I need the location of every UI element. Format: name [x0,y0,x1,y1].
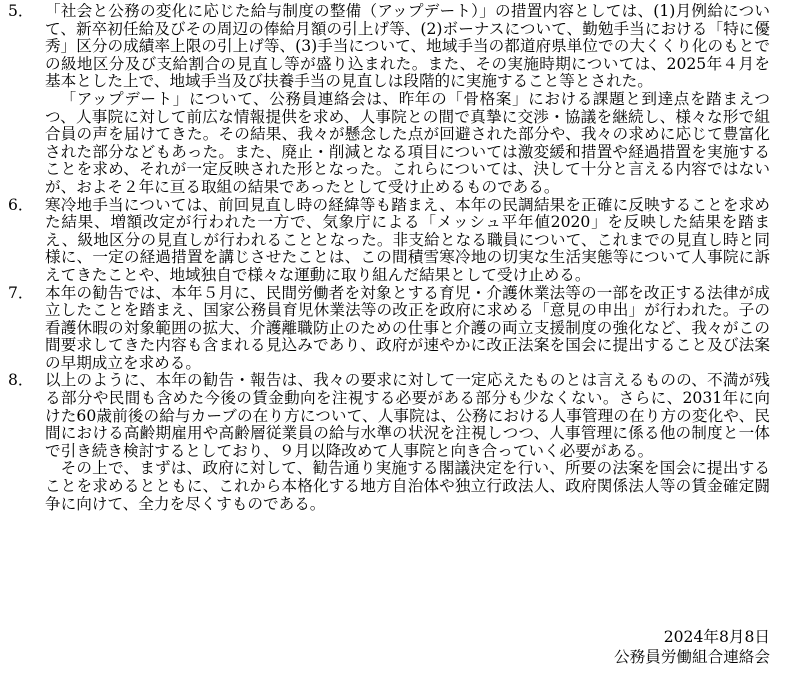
section-body [45,372,770,460]
section-6 [4,197,770,285]
section-body [45,197,770,285]
section-body [45,3,770,197]
section-number: 7． [8,283,34,302]
paragraph: 本年の勧告では、本年５月に、民間労働者を対象とする育児・介護休業法等の一部を改正する法律が成立したことを踏まえ、国家公務員育児休業法等の改正を政府に求める「意見の申出」が行われた。子の看護休暇の対象範囲の拡大、介護離職防止のための仕事と介護の両立支援制度の強化など、我々がこの間要求してきた内容も含まれる見込みであり、政府が速やかに改正法案を国会に提出すること及び法案の早期成立を求める。 [45,283,770,372]
section-5 [4,3,770,197]
closing-paragraph: その上で、まずは、政府に対して、勧告通り実施する閣議決定を行い、所要の法案を国会に提出することを求めるとともに、これから本格化する地方自治体や独立行政法人、政府関係法人等の賃金確定闘争に向けて、全力を尽くすものである。 [45,459,770,513]
organization-signature: 公務員労働組合連絡会 [614,648,770,666]
section-8 [4,372,770,460]
section-number: 8． [8,371,34,390]
paragraph: 以上のように、本年の勧告・報告は、我々の要求に対して一定応えたものとは言えるものの、不満が残る部分や民間も含めた今後の賃金動向を注視する必要がある部分も少なくない。さらに、2031年に向けた60歳前後の給与カーブの在り方について、人事院は、公務における人事管理の在り方の変化や、民間における高齢期雇用や高齢層従業員の給与水準の状況を注視しつつ、人事管理に係る他の制度と一体で引き続き検討するとしており、９月以降改めて人事院と向き合っていく必要がある。 [45,371,770,460]
section-7 [4,285,770,373]
paragraph: 「社会と公務の変化に応じた給与制度の整備（アップデート）」の措置内容としては、(1)月例給について、新卒初任給及びその周辺の俸給月額の引上げ等、(2)ボーナスについて、勤勉手当における「特に優秀」区分の成績率上限の引上げ等、(3)手当について、地域手当の都道府県単位での大くくり化のもとでの級地区分及び支給割合の見直し等が盛り込まれた。また、その実施時期については、2025年４月を基本とした上で、地域手当及び扶養手当の見直しは段階的に実施すること等とされた。 [45,2,770,91]
document-date: 2024年8月8日 [663,628,770,646]
section-body [45,285,770,373]
section-number: 6． [8,195,34,214]
paragraph: 寒冷地手当については、前回見直し時の経緯等も踏まえ、本年の民調結果を正確に反映することを求めた結果、増額改定が行われた一方で、気象庁による「メッシュ平年値2020」を反映した結果を踏まえ、級地区分の見直しが行われることとなった。非支給となる職員について、これまでの見直し時と同様に、一定の経過措置を講じさせたことは、この間積雪寒冷地の切実な生活実態等について人事院に訴えてきたことや、地域独自で様々な運動に取り組んだ結果として受け止める。 [45,195,770,284]
section-number: 5． [8,2,34,20]
paragraph: 「アップデート」について、公務員連絡会は、昨年の「骨格案」における課題と到達点を踏まえつつ、人事院に対して前広な情報提供を求め、人事院との間で真摯に交渉・協議を継続し、様々な形で組合員の声を届けてきた。その結果、我々が懸念した点が回避された部分や、我々の求めに応じて豊富化された部分などもあった。また、廃止・削減となる項目については激変緩和措置や経過措置を実施することを求め、それが一定反映された形となった。これらについては、決して十分と言える内容ではないが、およそ２年に亘る取組の結果であったとして受け止めるものである。 [45,89,770,196]
